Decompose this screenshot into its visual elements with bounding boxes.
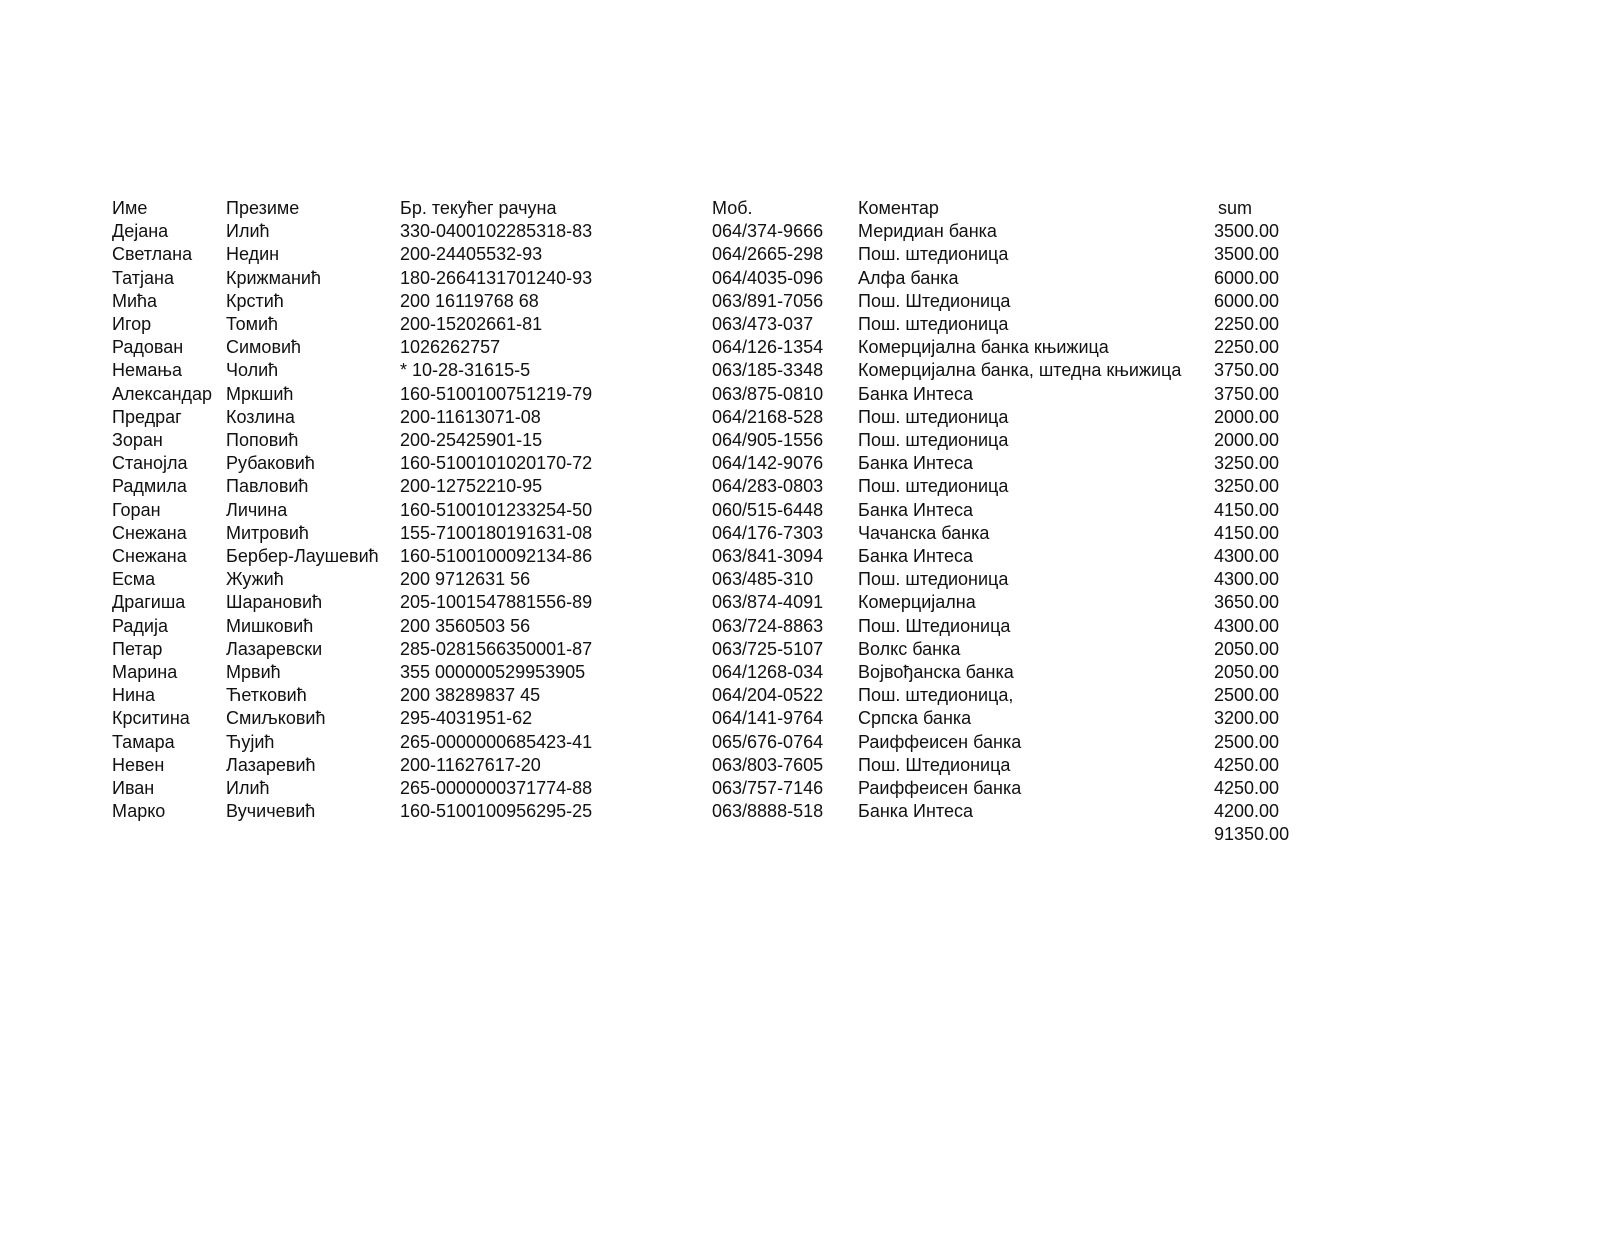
account-number-cell: 200 9712631 56 <box>400 569 531 590</box>
sum-cell: 3750.00 <box>1214 383 1280 404</box>
last-name-cell: Рубаковић <box>226 453 315 474</box>
table-row <box>112 406 1308 429</box>
mobile-cell: 063/473-037 <box>712 314 814 335</box>
table-row <box>112 359 1308 382</box>
mobile-cell: 063/875-0810 <box>712 383 824 404</box>
first-name-cell: Зоран <box>112 430 163 451</box>
account-number-cell: 160-5100100956295-25 <box>400 801 593 822</box>
mobile-cell: 064/204-0522 <box>712 685 824 706</box>
first-name-cell: Иван <box>112 778 155 799</box>
sum-cell: 3650.00 <box>1214 592 1280 613</box>
table-row <box>112 336 1308 359</box>
sum-cell: 4150.00 <box>1214 499 1280 520</box>
comment-cell: Пош. Штедионица <box>858 754 1011 775</box>
mobile-cell: 063/185-3348 <box>712 360 824 381</box>
total-spacer <box>712 823 858 846</box>
first-name-cell: Радија <box>112 615 168 636</box>
header-comment: Коментар <box>858 198 939 218</box>
first-name-cell: Предраг <box>112 406 182 427</box>
last-name-cell: Илић <box>226 778 270 799</box>
last-name-cell: Илић <box>226 221 270 242</box>
first-name-cell: Петар <box>112 638 163 659</box>
table-row <box>112 243 1308 266</box>
sum-cell: 3250.00 <box>1214 476 1280 497</box>
last-name-cell: Шарановић <box>226 592 323 613</box>
table-row <box>112 684 1308 707</box>
account-number-cell: 265-0000000685423-41 <box>400 731 593 752</box>
table-row <box>112 707 1308 730</box>
account-number-cell: 160-5100101233254-50 <box>400 499 593 520</box>
header-last-name: Презиме <box>226 198 300 218</box>
comment-cell: Комерцијална банка књижица <box>858 337 1109 358</box>
last-name-cell: Томић <box>226 314 279 335</box>
account-number-cell: 160-5100100751219-79 <box>400 383 593 404</box>
comment-cell: Пош. Штедионица <box>858 290 1011 311</box>
comment-cell: Пош. штедионица, <box>858 685 1014 706</box>
account-number-cell: 285-0281566350001-87 <box>400 638 593 659</box>
last-name-cell: Павловић <box>226 476 309 497</box>
mobile-cell: 063/803-7605 <box>712 754 824 775</box>
last-name-cell: Личина <box>226 499 288 520</box>
last-name-cell: Чолић <box>226 360 279 381</box>
mobile-cell: 063/841-3094 <box>712 546 824 567</box>
table-row <box>112 383 1308 406</box>
first-name-cell: Дејана <box>112 221 169 242</box>
comment-cell: Пош. штедионица <box>858 430 1009 451</box>
comment-cell: Пош. штедионица <box>858 476 1009 497</box>
comment-cell: Пош. штедионица <box>858 406 1009 427</box>
account-number-cell: 355 000000529953905 <box>400 662 586 683</box>
first-name-cell: Мића <box>112 290 158 311</box>
first-name-cell: Тамара <box>112 731 175 752</box>
table-row <box>112 522 1308 545</box>
sum-cell: 2050.00 <box>1214 662 1280 683</box>
mobile-cell: 063/8888-518 <box>712 801 824 822</box>
sum-cell: 4300.00 <box>1214 615 1280 636</box>
total-spacer <box>226 823 400 846</box>
last-name-cell: Ћујић <box>226 731 275 752</box>
comment-cell: Пош. штедионица <box>858 244 1009 265</box>
first-name-cell: Игор <box>112 314 152 335</box>
first-name-cell: Горан <box>112 499 161 520</box>
first-name-cell: Немања <box>112 360 183 381</box>
comment-cell: Чачанска банка <box>858 522 990 543</box>
mobile-cell: 064/4035-096 <box>712 267 824 288</box>
comment-cell: Комерцијална <box>858 592 976 613</box>
table-row <box>112 615 1308 638</box>
sum-cell: 3250.00 <box>1214 453 1280 474</box>
header-row <box>112 197 1308 220</box>
first-name-cell: Невен <box>112 754 165 775</box>
total-spacer <box>858 823 1214 846</box>
first-name-cell: Радмила <box>112 476 187 497</box>
mobile-cell: 064/374-9666 <box>712 221 824 242</box>
sum-cell: 2000.00 <box>1214 430 1280 451</box>
comment-cell: Комерцијална банка, штедна књижица <box>858 360 1182 381</box>
table-row <box>112 661 1308 684</box>
mobile-cell: 063/724-8863 <box>712 615 824 636</box>
sum-cell: 4200.00 <box>1214 801 1280 822</box>
table-row <box>112 754 1308 777</box>
sum-cell: 4250.00 <box>1214 754 1280 775</box>
comment-cell: Војвођанска банка <box>858 662 1014 683</box>
table-row <box>112 475 1308 498</box>
table-row <box>112 638 1308 661</box>
account-number-cell: 160-5100101020170-72 <box>400 453 593 474</box>
mobile-cell: 065/676-0764 <box>712 731 824 752</box>
first-name-cell: Снежана <box>112 522 187 543</box>
first-name-cell: Марина <box>112 662 178 683</box>
last-name-cell: Ћетковић <box>226 685 307 706</box>
sum-cell: 4300.00 <box>1214 569 1280 590</box>
last-name-cell: Жужић <box>226 569 284 590</box>
account-number-cell: 200 3560503 56 <box>400 615 531 636</box>
header-first-name: Име <box>112 198 148 218</box>
first-name-cell: Крситина <box>112 708 190 729</box>
account-number-cell: 200-11613071-08 <box>400 406 541 427</box>
account-number-cell: 205-1001547881556-89 <box>400 592 593 613</box>
sum-cell: 3500.00 <box>1214 244 1280 265</box>
account-number-cell: 200-25425901-15 <box>400 430 543 451</box>
account-number-cell: 200-15202661-81 <box>400 314 543 335</box>
table-row <box>112 731 1308 754</box>
last-name-cell: Мркшић <box>226 383 294 404</box>
table-row <box>112 267 1308 290</box>
account-number-cell: 200-11627617-20 <box>400 754 541 775</box>
table-row <box>112 800 1308 823</box>
first-name-cell: Татјана <box>112 267 175 288</box>
total-row <box>112 823 1308 846</box>
comment-cell: Пош. штедионица <box>858 314 1009 335</box>
mobile-cell: 064/126-1354 <box>712 337 824 358</box>
comment-cell: Раиффеисен банка <box>858 731 1022 752</box>
last-name-cell: Крижманић <box>226 267 321 288</box>
comment-cell: Пош. штедионица <box>858 569 1009 590</box>
mobile-cell: 064/2665-298 <box>712 244 824 265</box>
table-row <box>112 220 1308 243</box>
last-name-cell: Крстић <box>226 290 284 311</box>
comment-cell: Раиффеисен банка <box>858 778 1022 799</box>
comment-cell: Пош. Штедионица <box>858 615 1011 636</box>
first-name-cell: Снежана <box>112 546 187 567</box>
account-number-cell: 265-0000000371774-88 <box>400 778 593 799</box>
sum-cell: 6000.00 <box>1214 290 1280 311</box>
account-number-cell: 200-12752210-95 <box>400 476 543 497</box>
comment-cell: Меридиан банка <box>858 221 997 242</box>
account-number-cell: 180-2664131701240-93 <box>400 267 593 288</box>
mobile-cell: 064/142-9076 <box>712 453 824 474</box>
sum-cell: 3750.00 <box>1214 360 1280 381</box>
mobile-cell: 064/2168-528 <box>712 406 824 427</box>
table-row <box>112 568 1308 591</box>
account-number-cell: * 10-28-31615-5 <box>400 360 531 381</box>
sum-cell: 4300.00 <box>1214 546 1280 567</box>
sum-cell: 2250.00 <box>1214 337 1280 358</box>
header-sum: sum <box>1218 198 1253 218</box>
comment-cell: Банка Интеса <box>858 453 973 474</box>
total-spacer <box>112 823 226 846</box>
last-name-cell: Митровић <box>226 522 309 543</box>
account-number-cell: 200 38289837 45 <box>400 685 541 706</box>
table-row <box>112 313 1308 336</box>
mobile-cell: 060/515-6448 <box>712 499 824 520</box>
comment-cell: Волкс банка <box>858 638 961 659</box>
first-name-cell: Станојла <box>112 453 188 474</box>
table-row <box>112 452 1308 475</box>
first-name-cell: Радован <box>112 337 184 358</box>
last-name-cell: Мрвић <box>226 662 281 683</box>
comment-cell: Банка Интеса <box>858 383 973 404</box>
last-name-cell: Смиљковић <box>226 708 326 729</box>
first-name-cell: Светлана <box>112 244 193 265</box>
comment-cell: Банка Интеса <box>858 499 973 520</box>
last-name-cell: Лазаревић <box>226 754 316 775</box>
account-number-cell: 155-7100180191631-08 <box>400 522 593 543</box>
table-row <box>112 290 1308 313</box>
account-number-cell: 295-4031951-62 <box>400 708 533 729</box>
comment-cell: Алфа банка <box>858 267 959 288</box>
account-number-cell: 200 16119768 68 <box>400 290 539 311</box>
mobile-cell: 064/141-9764 <box>712 708 824 729</box>
first-name-cell: Нина <box>112 685 156 706</box>
last-name-cell: Мишковић <box>226 615 314 636</box>
first-name-cell: Есма <box>112 569 156 590</box>
comment-cell: Банка Интеса <box>858 546 973 567</box>
table-row <box>112 591 1308 614</box>
last-name-cell: Козлина <box>226 406 295 427</box>
account-number-cell: 160-5100100092134-86 <box>400 546 593 567</box>
sum-cell: 3500.00 <box>1214 221 1280 242</box>
sum-cell: 2500.00 <box>1214 731 1280 752</box>
table-body <box>112 220 1308 823</box>
mobile-cell: 063/891-7056 <box>712 290 824 311</box>
sum-cell: 2050.00 <box>1214 638 1280 659</box>
last-name-cell: Вучичевић <box>226 801 316 822</box>
last-name-cell: Недин <box>226 244 280 265</box>
sum-cell: 6000.00 <box>1214 267 1280 288</box>
comment-cell: Српска банка <box>858 708 972 729</box>
header-account-number: Бр. текућег рачуна <box>400 198 557 218</box>
mobile-cell: 064/1268-034 <box>712 662 824 683</box>
mobile-cell: 063/757-7146 <box>712 778 824 799</box>
first-name-cell: Марко <box>112 801 166 822</box>
total-spacer <box>400 823 712 846</box>
last-name-cell: Поповић <box>226 430 299 451</box>
accounts-table <box>112 197 1308 847</box>
table-row <box>112 545 1308 568</box>
sum-cell: 4250.00 <box>1214 778 1280 799</box>
sum-cell: 2000.00 <box>1214 406 1280 427</box>
account-number-cell: 200-24405532-93 <box>400 244 543 265</box>
mobile-cell: 064/176-7303 <box>712 522 824 543</box>
sum-cell: 4150.00 <box>1214 522 1280 543</box>
sum-cell: 3200.00 <box>1214 708 1280 729</box>
account-number-cell: 1026262757 <box>400 337 501 358</box>
sum-total: 91350.00 <box>1214 824 1290 845</box>
first-name-cell: Александар <box>112 383 213 404</box>
mobile-cell: 063/874-4091 <box>712 592 824 613</box>
last-name-cell: Лазаревски <box>226 638 323 659</box>
mobile-cell: 063/485-310 <box>712 569 814 590</box>
table-row <box>112 429 1308 452</box>
table-row <box>112 777 1308 800</box>
last-name-cell: Симовић <box>226 337 302 358</box>
mobile-cell: 064/283-0803 <box>712 476 824 497</box>
comment-cell: Банка Интеса <box>858 801 973 822</box>
sum-cell: 2500.00 <box>1214 685 1280 706</box>
mobile-cell: 064/905-1556 <box>712 430 824 451</box>
last-name-cell: Бербер-Лаушевић <box>226 546 379 567</box>
sum-cell: 2250.00 <box>1214 314 1280 335</box>
table-row <box>112 499 1308 522</box>
account-number-cell: 330-0400102285318-83 <box>400 221 593 242</box>
mobile-cell: 063/725-5107 <box>712 638 824 659</box>
first-name-cell: Драгиша <box>112 592 186 613</box>
header-mobile: Моб. <box>712 198 753 218</box>
